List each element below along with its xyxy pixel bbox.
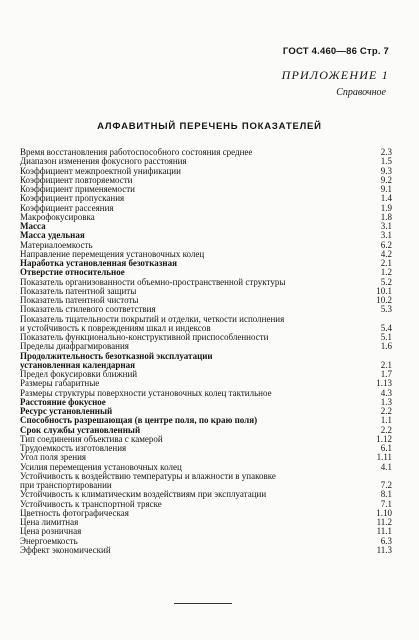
index-row <box>20 490 392 499</box>
index-term: Показатель патентной защиты <box>20 286 137 296</box>
index-row <box>20 222 392 231</box>
index-code: 5.3 <box>380 304 392 315</box>
index-row <box>20 426 392 435</box>
index-row <box>20 444 392 453</box>
index-term: Размеры габаритные <box>20 379 100 389</box>
index-code: 2.3 <box>380 147 392 157</box>
closing-rule <box>174 603 232 604</box>
index-term: Угол поля зрения <box>20 453 87 463</box>
index-row <box>20 194 392 203</box>
index-code: 2.2 <box>380 406 392 416</box>
index-term: Устойчивость к воздействию температуры и влажности в упаковке <box>20 471 276 481</box>
index-row <box>20 167 392 176</box>
index-code: 10.1 <box>376 285 392 296</box>
index-term: Цена лимитная <box>20 518 79 527</box>
index-term: Масса удельная <box>20 231 85 241</box>
index-row <box>20 509 392 518</box>
index-term: Показатель стилевого соответствия <box>20 305 156 315</box>
indicator-index-list <box>20 148 392 555</box>
index-row <box>20 185 392 194</box>
index-term: Коэффициент пропускания <box>20 194 125 204</box>
index-term: Расстояние фокусное <box>20 397 106 407</box>
index-row <box>20 250 392 259</box>
index-term: Масса <box>20 222 46 231</box>
index-term: Способность разрешающая (в центре поля, по краю поля) <box>20 416 258 426</box>
index-row <box>20 204 392 213</box>
index-term: Размеры структуры поверхности установочных колец тактильное <box>20 388 272 398</box>
index-row <box>20 361 392 370</box>
index-code: 1.12 <box>376 433 392 444</box>
index-code: 11.1 <box>376 526 392 537</box>
index-term: Усилия перемещения установочных колец <box>20 462 182 472</box>
index-code: 5.2 <box>380 276 392 287</box>
index-code: 1.3 <box>380 396 392 407</box>
index-code: 5.4 <box>380 322 392 333</box>
page-header: ГОСТ 4.460—86 Стр. 7 <box>282 46 389 57</box>
index-row <box>20 481 392 490</box>
index-code: 7.1 <box>380 498 392 509</box>
index-row <box>20 259 392 268</box>
index-code: 11.2 <box>376 517 392 527</box>
index-term: установленная календарная <box>20 360 135 370</box>
index-row <box>20 315 392 324</box>
index-code: 9.2 <box>380 174 392 185</box>
index-code: 9.3 <box>380 165 392 176</box>
index-code: 1.11 <box>376 452 392 463</box>
index-row <box>20 546 392 555</box>
index-code: 11.3 <box>376 544 392 555</box>
index-row <box>20 268 392 277</box>
index-row <box>20 148 392 157</box>
index-row <box>20 398 392 407</box>
index-row <box>20 518 392 527</box>
index-row <box>20 241 392 250</box>
index-term: Предел фокусировки ближний <box>20 370 138 379</box>
index-row <box>20 527 392 536</box>
index-term: Цена розничная <box>20 527 82 537</box>
index-row <box>20 157 392 166</box>
index-term: Диапазон изменения фокусного расстояния <box>20 157 187 167</box>
index-term: Устойчивость к климатическим воздействиям при эксплуатации <box>20 490 267 500</box>
index-term: Эффект экономический <box>20 545 111 555</box>
index-code: 1.9 <box>380 202 392 213</box>
index-term: Коэффициент рассеяния <box>20 203 114 213</box>
index-row <box>20 379 392 388</box>
index-term: Показатель тщательности покрытий и отделки, четкости исполнения <box>20 314 285 324</box>
index-term: Пределы диафрагмирования <box>20 342 129 352</box>
index-term: Материалоемкость <box>20 240 93 250</box>
index-term: Направление перемещения установочных колец <box>20 249 205 259</box>
index-term: Срок службы установленный <box>20 425 141 435</box>
index-term: Показатель функционально-конструктивной приспособленности <box>20 333 269 342</box>
index-row <box>20 176 392 185</box>
index-term: Ресурс установленный <box>20 407 113 416</box>
index-code: 1.2 <box>380 267 392 278</box>
index-code: 2.1 <box>380 359 392 370</box>
index-row <box>20 231 392 240</box>
index-term: при транспортировании <box>20 481 112 490</box>
index-code: 1.10 <box>376 507 392 518</box>
index-row <box>20 500 392 509</box>
index-row <box>20 416 392 425</box>
appendix-label: ПРИЛОЖЕНИЕ 1 <box>281 68 389 82</box>
index-term: Время восстановления работоспособного состояния среднее <box>20 148 253 157</box>
index-term: Коэффициент повторяемости <box>20 175 133 185</box>
index-code: 6.2 <box>380 239 392 250</box>
index-code: 1.5 <box>380 156 392 167</box>
index-row <box>20 296 392 305</box>
index-code: 7.2 <box>380 480 392 490</box>
index-code: 1.8 <box>380 211 392 222</box>
index-term: Продолжительность безотказной эксплуатации <box>20 351 213 361</box>
index-row <box>20 305 392 314</box>
index-code: 6.3 <box>380 535 392 546</box>
index-term: Наработка установленная безотказная <box>20 259 177 268</box>
index-code: 1.4 <box>380 193 392 204</box>
index-row <box>20 352 392 361</box>
index-code: 1.1 <box>380 415 392 426</box>
reference-label: Справочное <box>336 87 386 98</box>
index-row <box>20 324 392 333</box>
index-code: 1.6 <box>380 341 392 352</box>
index-row <box>20 278 392 287</box>
index-code: 5.1 <box>380 332 392 342</box>
index-row <box>20 472 392 481</box>
index-code: 9.1 <box>380 184 392 194</box>
index-term: Показатель организованности объемно-пространственной структуры <box>20 277 286 287</box>
index-row <box>20 370 392 379</box>
index-code: 3.1 <box>380 221 392 231</box>
index-code: 2.2 <box>380 424 392 435</box>
index-row <box>20 407 392 416</box>
index-term: Цветность фотографическая <box>20 508 129 518</box>
index-term: Устойчивость к транспортной тряске <box>20 499 162 509</box>
index-code: 3.1 <box>380 230 392 241</box>
index-row <box>20 389 392 398</box>
index-term: Коэффициент применяемости <box>20 185 135 194</box>
index-code: 10.2 <box>376 295 392 305</box>
index-row <box>20 453 392 462</box>
index-code: 1.13 <box>376 378 392 389</box>
index-term: Показатель патентной чистоты <box>20 296 139 305</box>
index-term: Коэффициент межпроектной унификации <box>20 166 181 176</box>
index-code: 8.1 <box>380 489 392 500</box>
index-code: 4.3 <box>380 387 392 398</box>
index-term: и устойчивость к повреждениям шкал и индексов <box>20 323 211 333</box>
index-term: Трудоемкость изготовления <box>20 444 127 453</box>
index-row <box>20 287 392 296</box>
index-term: Энергоемкость <box>20 536 78 546</box>
index-code: 2.1 <box>380 258 392 268</box>
index-term: Макрофокусировка <box>20 212 95 222</box>
index-row <box>20 463 392 472</box>
index-row <box>20 333 392 342</box>
index-row <box>20 435 392 444</box>
index-code: 4.2 <box>380 248 392 259</box>
index-row <box>20 537 392 546</box>
index-row <box>20 213 392 222</box>
index-term: Тип соединения объектива с камерой <box>20 434 163 444</box>
index-row <box>20 342 392 351</box>
index-title: АЛФАВИТНЫЙ ПЕРЕЧЕНЬ ПОКАЗАТЕЛЕЙ <box>97 121 322 132</box>
index-code: 6.1 <box>380 443 392 453</box>
index-code: 4.1 <box>380 461 392 472</box>
index-term: Отверстие относительное <box>20 268 125 278</box>
index-code: 1.7 <box>380 369 392 379</box>
